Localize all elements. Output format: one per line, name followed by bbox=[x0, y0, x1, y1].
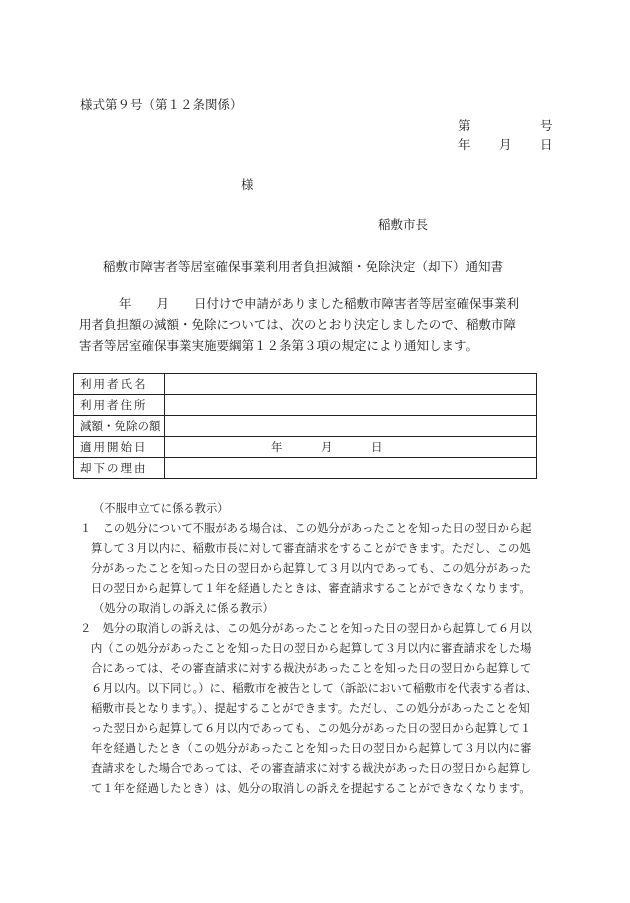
note-2-line-5: 稲敷市長となります。）、提起することができます。ただし、この処分があったことを知 bbox=[91, 702, 530, 715]
note-2-line-2: 内（この処分があったことを知った日の翌日から起算して３月以内に審査請求をした場 bbox=[91, 642, 532, 655]
doc-date-month: 月 bbox=[499, 137, 512, 152]
decision-table bbox=[73, 373, 537, 479]
addressee-suffix: 様 bbox=[241, 177, 254, 192]
notes-heading-appeal: （不服申立てに係る教示） bbox=[93, 502, 229, 515]
table-label: 利用者氏名 bbox=[74, 374, 165, 395]
note-1-line-1: １ この処分について不服がある場合は、この処分があったことを知った日の翌日から起 bbox=[80, 522, 532, 535]
recipient-name-cell bbox=[165, 374, 537, 395]
note-2-line-7: 年を経過したとき（この処分があったことを知った日の翌日から起算して３月以内に審 bbox=[91, 742, 532, 755]
body-line-2: 用者負担額の減額・免除については、次のとおり決定しましたので、稲敷市障 bbox=[79, 317, 517, 332]
note-2-line-4: ６月以内。以下同じ。）に、稲敷市を被告として（訴訟において稲敷市を代表する者は、 bbox=[91, 682, 538, 695]
rejection-reason-cell bbox=[165, 458, 537, 479]
body-line-3: 害者等居室確保事業実施要綱第１２条第３項の規定により通知します。 bbox=[79, 338, 479, 353]
note-2-line-9: て１年を経過したとき）は、処分の取消しの訴えを提起することができなくなります。 bbox=[91, 782, 531, 795]
notes-heading-lawsuit: （処分の取消しの訴えに係る教示） bbox=[93, 602, 274, 615]
form-number: 様式第９号（第１２条関係） bbox=[80, 97, 243, 112]
table-label: 利用者住所 bbox=[74, 395, 165, 416]
start-date-day: 日 bbox=[371, 440, 383, 454]
start-date-year: 年 bbox=[271, 440, 283, 454]
doc-date-year: 年 bbox=[458, 137, 471, 152]
body-line-1: 年 月 日付けで申請がありました稲敷市障害者等居室確保事業利 bbox=[119, 296, 520, 311]
document-title: 稲敷市障害者等居室確保事業利用者負担減額・免除決定（却下）通知書 bbox=[103, 259, 504, 274]
note-1-line-2: 算して３月以内に、稲敷市長に対して審査請求をすることができます。ただし、この処 bbox=[91, 542, 531, 555]
start-date-month: 月 bbox=[321, 440, 333, 454]
note-2-line-6: った翌日から起算して６月以内であっても、この処分があった日の翌日から起算して１ bbox=[91, 722, 532, 735]
note-1-line-3: 分があったことを知った日の翌日から起算して３月以内であっても、この処分があった bbox=[91, 562, 532, 575]
doc-number-suffix: 号 bbox=[540, 118, 553, 133]
start-date-cell bbox=[165, 437, 537, 458]
table-row bbox=[74, 416, 537, 437]
table-row bbox=[74, 395, 537, 416]
table-label: 適用開始日 bbox=[74, 437, 165, 458]
doc-number-prefix: 第 bbox=[458, 118, 471, 133]
table-row bbox=[74, 437, 537, 458]
recipient-address-cell bbox=[165, 395, 537, 416]
note-2-line-3: 合にあっては、その審査請求に対する裁決があったことを知った日の翌日から起算して bbox=[91, 662, 532, 675]
table-row bbox=[74, 374, 537, 395]
issuer: 稲敷市長 bbox=[378, 217, 429, 232]
note-1-line-4: 日の翌日から起算して１年を経過したときは、審査請求することができなくなります。 bbox=[91, 582, 531, 595]
note-2-line-1: ２ 処分の取消しの訴えは、この処分があったことを知った日の翌日から起算して６月以 bbox=[80, 622, 532, 635]
table-row bbox=[74, 458, 537, 479]
doc-date-day: 日 bbox=[540, 137, 553, 152]
note-2-line-8: 査請求をした場合であっては、その審査請求に対する裁決があった日の翌日から起算し bbox=[91, 762, 532, 775]
table-label: 却下の理由 bbox=[74, 458, 165, 479]
table-label: 減額・免除の額 bbox=[74, 416, 165, 437]
reduction-amount-cell bbox=[165, 416, 537, 437]
